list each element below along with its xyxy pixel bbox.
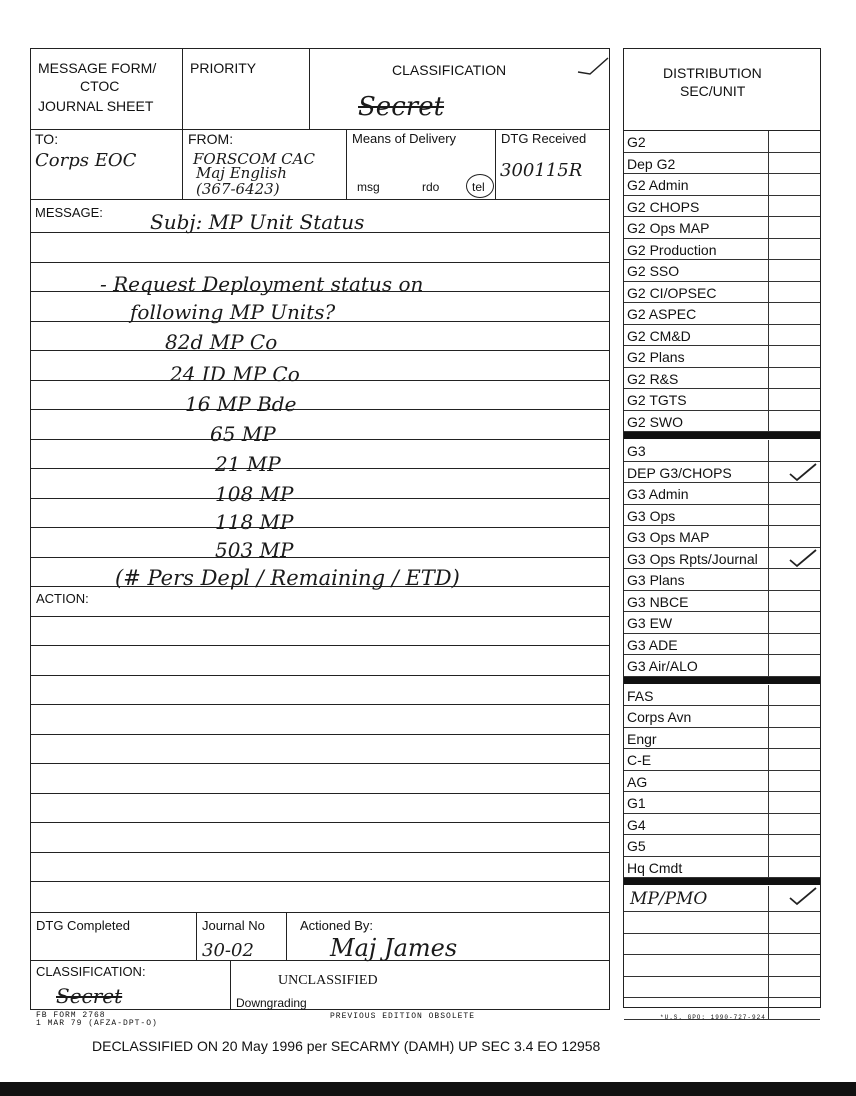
from-line3: (367-6423) [196, 180, 280, 198]
distribution-row-label: Corps Avn [627, 709, 692, 725]
distribution-row[interactable] [624, 368, 820, 390]
distribution-row-label: DEP G3/CHOPS [627, 464, 732, 481]
distribution-check-cell [768, 749, 769, 770]
bottom-divider-3 [230, 960, 231, 1010]
dtg-completed-label: DTG Completed [36, 918, 130, 933]
distribution-check-cell [768, 153, 769, 174]
message-line: following MP Units? [130, 300, 336, 324]
bottom-divider-2 [286, 912, 287, 960]
distribution-header-line1: DISTRIBUTION [663, 65, 762, 81]
distribution-check-cell [768, 977, 769, 998]
distribution-row-label: G2 R&S [627, 370, 679, 387]
distribution-extra-label: MP/PMO [630, 889, 708, 909]
distribution-check-cell [768, 835, 769, 856]
distribution-row-label: G2 ASPEC [627, 306, 697, 322]
distribution-check-cell [768, 483, 769, 504]
distribution-check-cell [768, 303, 769, 324]
distribution-group-separator [624, 432, 820, 439]
form-title-line2: CTOC [80, 78, 120, 94]
distribution-check-cell [768, 655, 769, 676]
message-line: 24 ID MP Co [170, 362, 300, 386]
distribution-row[interactable] [624, 814, 820, 836]
message-line: 65 MP [210, 422, 276, 446]
ruled-line [30, 527, 610, 528]
distribution-row-label: G2 Plans [627, 349, 685, 365]
distribution-row-label: G4 [627, 816, 646, 833]
header-divider-2 [309, 48, 310, 130]
distribution-row-label: G3 Plans [627, 572, 685, 588]
downgrading-label: Downgrading [236, 996, 307, 1010]
distribution-check-cell [768, 440, 769, 461]
distribution-check-cell [768, 955, 769, 976]
ruled-line [30, 704, 610, 705]
scan-edge-bar [0, 1082, 856, 1096]
distribution-row[interactable] [624, 857, 820, 879]
distribution-row-label: G3 Ops Rpts/Journal [627, 550, 758, 567]
distribution-check-cell [768, 411, 769, 432]
from-line2: Maj English [196, 164, 287, 182]
distribution-row-label: G3 [627, 443, 646, 459]
distribution-row-label: G2 Admin [627, 177, 689, 193]
distribution-row[interactable] [624, 411, 820, 433]
distribution-row[interactable] [624, 685, 820, 707]
distribution-check-cell [768, 934, 769, 955]
ruled-line [30, 793, 610, 794]
means-tel: tel [472, 180, 485, 194]
distribution-check-cell [768, 462, 769, 483]
distribution-check-cell [768, 634, 769, 655]
actioned-by-value: Maj James [330, 934, 458, 962]
distribution-row-label: AG [627, 773, 648, 790]
distribution-check-cell [768, 792, 769, 813]
distribution-row-label: G3 Admin [627, 486, 689, 502]
distribution-row[interactable] [624, 174, 820, 196]
distribution-row-label: G2 Production [627, 241, 717, 258]
actioned-by-label: Actioned By: [300, 918, 373, 933]
distribution-row[interactable] [624, 548, 820, 570]
distribution-row[interactable] [624, 239, 820, 261]
ruled-line [30, 645, 610, 646]
ruled-line [30, 852, 610, 853]
row2-divider-2 [495, 129, 496, 199]
ruled-line [30, 498, 610, 499]
ruled-line [30, 262, 610, 263]
distribution-row[interactable] [624, 462, 820, 484]
unclassified-stamp: UNCLASSIFIED [278, 973, 378, 988]
distribution-row[interactable] [624, 153, 820, 175]
distribution-check-cell [768, 886, 769, 911]
distribution-row-label: G3 NBCE [627, 593, 689, 610]
distribution-row-label: G3 Ops MAP [627, 529, 710, 545]
distribution-row-label: G2 Ops MAP [627, 220, 710, 236]
action-label: ACTION: [36, 591, 89, 606]
distribution-row-label: Engr [627, 730, 657, 747]
message-line: 21 MP [215, 452, 281, 476]
distribution-check-cell [768, 282, 769, 303]
ruled-line [30, 350, 610, 351]
distribution-row[interactable] [624, 771, 820, 793]
ruled-line [30, 675, 610, 676]
distribution-row-label: Hq Cmdt [627, 859, 683, 876]
classification-value: Secret [358, 92, 445, 122]
distribution-check-cell [768, 196, 769, 217]
ruled-line [30, 822, 610, 823]
message-line: 108 MP [215, 482, 294, 506]
means-of-delivery-label: Means of Delivery [352, 131, 457, 146]
distribution-check-cell [768, 131, 769, 152]
distribution-row[interactable] [624, 217, 820, 239]
distribution-row[interactable] [624, 612, 820, 634]
ruled-line [30, 468, 610, 469]
ruled-line [30, 409, 610, 410]
row2-bottom-line [30, 199, 610, 200]
distribution-group-separator [624, 878, 820, 885]
distribution-row[interactable] [624, 196, 820, 218]
distribution-row-label: G2 CHOPS [627, 198, 700, 215]
distribution-row[interactable] [624, 526, 820, 548]
message-line: Subj: MP Unit Status [150, 210, 365, 234]
form-date: 1 MAR 79 (AFZA-DPT-O) [36, 1019, 158, 1028]
distribution-row[interactable] [624, 131, 820, 153]
distribution-group-separator [624, 677, 820, 684]
distribution-header-line2: SEC/UNIT [680, 83, 746, 99]
distribution-check-cell [768, 728, 769, 749]
distribution-row-label: FAS [627, 687, 654, 704]
distribution-check-cell [768, 526, 769, 547]
distribution-blank-row[interactable] [624, 955, 820, 977]
dtg-received-value: 300115R [500, 160, 583, 181]
distribution-row[interactable] [624, 706, 820, 728]
bottom-divider-h [30, 960, 610, 961]
check-mark-icon [788, 886, 818, 913]
message-label: MESSAGE: [35, 205, 103, 220]
distribution-blank-row[interactable] [624, 934, 820, 956]
distribution-row[interactable] [624, 440, 820, 462]
distribution-row-label: G3 EW [627, 615, 673, 631]
journal-no-label: Journal No [202, 918, 265, 933]
distribution-row-label: G2 CI/OPSEC [627, 284, 717, 301]
message-line: (# Pers Depl / Remaining / ETD) [115, 566, 460, 590]
message-line: 16 MP Bde [185, 392, 297, 416]
distribution-row[interactable] [624, 346, 820, 368]
ruled-line [30, 439, 610, 440]
message-line: 82d MP Co [165, 330, 278, 354]
ruled-line [30, 734, 610, 735]
distribution-row[interactable] [624, 749, 820, 771]
ruled-line [30, 881, 610, 882]
declassified-note: DECLASSIFIED ON 20 May 1996 per SECARMY (DAMH) UP SEC 3.4 EO 12958 [92, 1038, 601, 1054]
distribution-check-cell [768, 612, 769, 633]
previous-edition: PREVIOUS EDITION OBSOLETE [330, 1012, 476, 1021]
distribution-row[interactable] [624, 835, 820, 857]
means-rdo: rdo [422, 180, 440, 194]
distribution-row[interactable] [624, 728, 820, 750]
distribution-check-cell [768, 591, 769, 612]
distribution-row-label: G2 [627, 134, 646, 150]
distribution-check-cell [768, 706, 769, 727]
bottom-divider-1 [196, 912, 197, 960]
form-title-line3: JOURNAL SHEET [38, 98, 154, 114]
distribution-row[interactable] [624, 591, 820, 613]
distribution-check-cell [768, 814, 769, 835]
message-line: - Request Deployment status on [100, 272, 424, 296]
ruled-line [30, 912, 610, 913]
distribution-check-cell [768, 771, 769, 792]
distribution-blank-row[interactable] [624, 977, 820, 999]
distribution-row-label: C-E [627, 752, 652, 768]
check-mark-icon [576, 56, 610, 83]
distribution-check-cell [768, 685, 769, 706]
classification-bottom-value: Secret [56, 984, 123, 1008]
distribution-row[interactable] [624, 325, 820, 347]
ruled-line [30, 616, 610, 617]
ruled-line [30, 763, 610, 764]
dtg-received-label: DTG Received [501, 131, 587, 146]
ruled-line [30, 380, 610, 381]
distribution-row-label: Dep G2 [627, 155, 676, 172]
distribution-row-label: G2 SWO [627, 413, 684, 430]
from-label: FROM: [188, 131, 234, 147]
distribution-row-label: G2 CM&D [627, 327, 691, 344]
distribution-check-cell [768, 857, 769, 878]
distribution-row[interactable] [624, 792, 820, 814]
gpo-note: *U.S. GPO: 1990-727-924 [660, 1014, 766, 1021]
distribution-row[interactable] [624, 634, 820, 656]
means-msg: msg [357, 180, 380, 194]
distribution-row[interactable] [624, 655, 820, 677]
distribution-row[interactable] [624, 303, 820, 325]
distribution-check-cell [768, 569, 769, 590]
distribution-row[interactable] [624, 282, 820, 304]
message-line: 118 MP [215, 510, 294, 534]
distribution-check-cell [768, 505, 769, 526]
distribution-check-cell [768, 346, 769, 367]
form-title-line1: MESSAGE FORM/ [38, 60, 157, 76]
header-bottom-line [30, 129, 610, 130]
tel-circle-icon [466, 174, 494, 198]
distribution-row[interactable] [624, 505, 820, 527]
distribution-check-cell [768, 174, 769, 195]
distribution-check-cell [768, 998, 769, 1019]
priority-label: PRIORITY [190, 60, 257, 76]
distribution-row[interactable] [624, 389, 820, 411]
distribution-row-label: G2 SSO [627, 263, 680, 279]
classification-bottom-label: CLASSIFICATION: [36, 964, 146, 979]
distribution-blank-row[interactable] [624, 912, 820, 934]
distribution-row-label: G5 [627, 838, 646, 854]
to-label: TO: [35, 131, 59, 147]
distribution-check-cell [768, 389, 769, 410]
distribution-blank-row[interactable] [624, 998, 820, 1020]
distribution-row[interactable] [624, 569, 820, 591]
distribution-check-cell [768, 912, 769, 933]
ruled-line [30, 557, 610, 558]
classification-label: CLASSIFICATION [392, 62, 507, 78]
distribution-check-cell [768, 325, 769, 346]
distribution-row-label: G3 ADE [627, 636, 678, 653]
from-line1: FORSCOM CAC [193, 150, 315, 168]
distribution-row-label: G2 TGTS [627, 392, 687, 408]
distribution-row-label: G1 [627, 795, 646, 811]
message-line: 503 MP [215, 538, 294, 562]
distribution-check-cell [768, 239, 769, 260]
journal-no-value: 30-02 [202, 940, 254, 961]
distribution-check-cell [768, 217, 769, 238]
message-form-frame [30, 48, 610, 1010]
form-number: FB FORM 2768 [36, 1011, 106, 1020]
distribution-row[interactable] [624, 483, 820, 505]
distribution-check-cell [768, 368, 769, 389]
distribution-check-cell [768, 260, 769, 281]
distribution-row-extra[interactable] [624, 886, 820, 912]
distribution-row[interactable] [624, 260, 820, 282]
distribution-row-label: G3 Air/ALO [627, 658, 698, 674]
to-value: Corps EOC [35, 150, 137, 171]
row2-divider-1 [346, 129, 347, 199]
distribution-check-cell [768, 548, 769, 569]
distribution-row-label: G3 Ops [627, 507, 676, 524]
header-divider-1 [182, 48, 183, 200]
